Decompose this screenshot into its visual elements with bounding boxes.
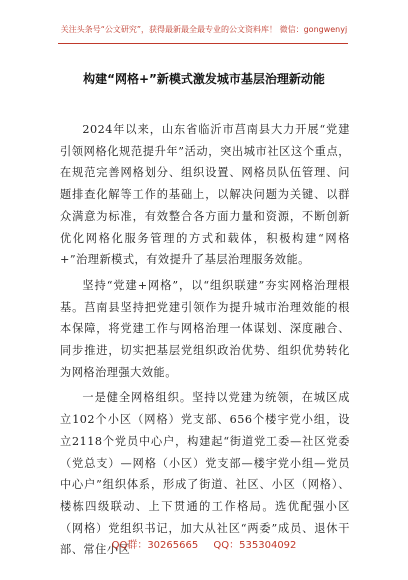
qq-text: QQ：535304092	[213, 540, 297, 551]
paragraph: 2024年以来，山东省临沂市莒南县大力开展“党建引领网格化规范提升年”活动，突出城市社区这个重点，在规范完善网格划分、组织设置、网格员队伍管理、问题排查化解等工作的基础上，以解决问题为关键、以群众满意为标准，有效整合各方面力量和资源，不断创新优化网格化服务管理的方式和载体，积极构建“网格+”治理新模式，有效提升了基层治理服务效能。	[60, 123, 350, 267]
document-title: 构建“网格+”新模式激发城市基层治理新动能	[83, 72, 325, 86]
header-note: 关注头条号“公文研究”，获得最新最全最专业的公文资料库！ 微信：gongwenyj	[60, 25, 348, 34]
qq-group-text: QQ群：30265665	[111, 540, 199, 551]
paragraph: 坚持“党建+网格”，以“组织联建”夯实网格治理根基。莒南县坚持把党建引领作为提升城市治理效能的根本保障，将党建工作与网格治理一体谋划、深度融合、同步推进，切实把基层党组织政治优势、组织优势转化为网格治理强大效能。	[60, 278, 350, 379]
document-body	[60, 119, 350, 565]
paragraph: 一是健全网格组织。坚持以党建为统领，在城区成立102个小区（网格）党支部、656个楼宇党小组，设立2118个党员中心户，构建起“街道党工委—社区党委（党总支）—网格（小区）党支部—楼宇党小组—党员中心户”组织体系，形成了街道、社区、小区（网格）、楼栋四级联动、上下贯通的工作格局。选优配强小区（网格）党组织书记，加大从社区“两委”成员、退休干部、常住小区	[60, 391, 350, 557]
footer-contact	[0, 536, 408, 551]
header-divider	[58, 43, 348, 44]
